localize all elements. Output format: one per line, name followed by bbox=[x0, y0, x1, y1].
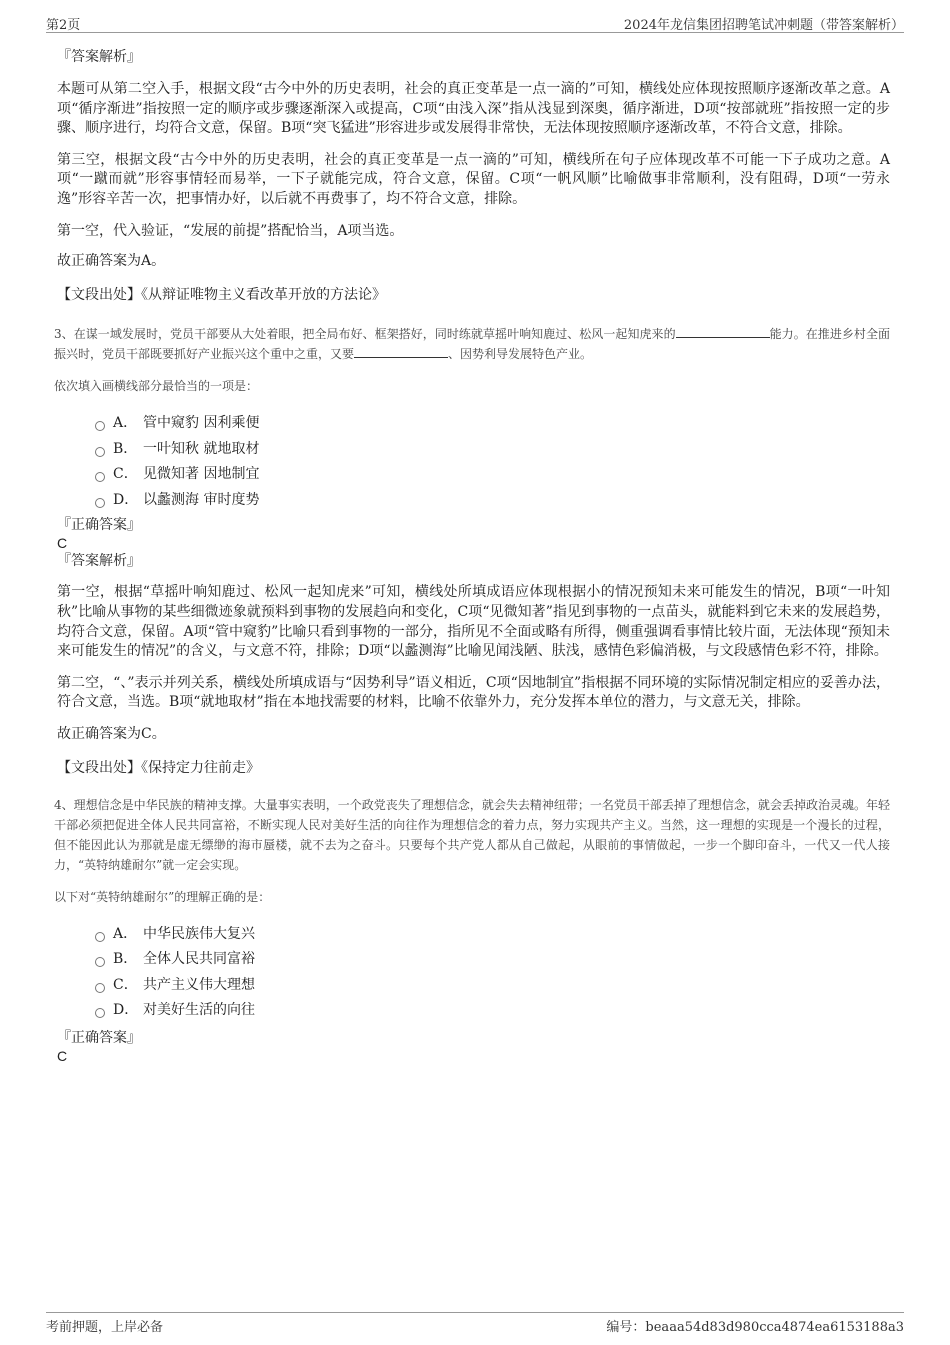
fill-blank bbox=[354, 345, 448, 358]
radio-icon[interactable] bbox=[95, 932, 105, 942]
question-prompt: 以下对“英特纳雄耐尔”的理解正确的是： bbox=[54, 890, 271, 905]
question-3-stem: 3、在谋一域发展时，党员干部要从大处着眼，把全局布好、框架搭好，同时练就草摇叶响知鹿过、松风一起知虎来的 能力。在推进乡村全面振兴时，党员干部既要抓好产业振兴这个重中之重，又要 、因势利导发展特色产业。 bbox=[54, 327, 890, 362]
analysis-paragraph: 第二空，“、”表示并列关系，横线处所填成语与“因势利导”语义相近，C项“因地制宜”指根据不同环境的实际情况制定相应的妥善办法，符合文意，当选。B项“就地取材”指在本地找需要的材料，比喻不依靠外力，充分发挥本单位的潜力，与文意无关，排除。 bbox=[57, 674, 890, 711]
document-title: 2024年龙信集团招聘笔试冲刺题（带答案解析） bbox=[623, 18, 904, 33]
source-citation: 【文段出处】《从辩证唯物主义看改革开放的方法论》 bbox=[57, 286, 386, 303]
page-header bbox=[46, 12, 904, 33]
radio-icon[interactable] bbox=[95, 447, 105, 457]
radio-icon[interactable] bbox=[95, 983, 105, 993]
analysis-paragraph: 第一空，代入验证，“发展的前提”搭配恰当，A项当选。 bbox=[57, 222, 404, 239]
document-id: 编号：beaaa54d83d980cca4874ea6153188a3 bbox=[606, 1320, 904, 1335]
option-a[interactable]: A． 中华民族伟大复兴 bbox=[95, 921, 890, 947]
analysis-label: 『答案解析』 bbox=[57, 553, 141, 570]
option-list bbox=[95, 410, 890, 512]
radio-icon[interactable] bbox=[95, 472, 105, 482]
analysis-paragraph: 本题可从第二空入手，根据文段“古今中外的历史表明，社会的真正变革是一点一滴的”可知，横线处应体现按照顺序逐渐改革之意。A项“循序渐进”指按照一定的顺序或步骤逐渐深入或提高，C项“由浅入深”指从浅显到深奥，循序渐进，D项“按部就班”指按照一定的步骤、顺序进行，均符合文意，保留。B项“突飞猛进”形容进步或发展得非常快，无法体现按照顺序逐渐改革，不符合文意，排除。 bbox=[57, 81, 890, 137]
option-b[interactable]: B． 一叶知秋 就地取材 bbox=[95, 436, 890, 462]
correct-answer: C bbox=[57, 535, 68, 552]
page-footer bbox=[46, 1312, 904, 1335]
option-list bbox=[95, 921, 890, 1023]
fill-blank bbox=[676, 325, 770, 338]
correct-answer: C bbox=[57, 1048, 68, 1065]
radio-icon[interactable] bbox=[95, 1008, 105, 1018]
radio-icon[interactable] bbox=[95, 957, 105, 967]
radio-icon[interactable] bbox=[95, 421, 105, 431]
source-citation: 【文段出处】《保持定力往前走》 bbox=[57, 759, 260, 776]
page-content bbox=[54, 46, 890, 1065]
option-d[interactable]: D． 对美好生活的向往 bbox=[95, 998, 890, 1024]
correct-answer-label: 『正确答案』 bbox=[57, 517, 141, 534]
option-c[interactable]: C． 共产主义伟大理想 bbox=[95, 972, 890, 998]
footer-slogan: 考前押题，上岸必备 bbox=[46, 1320, 164, 1335]
question-prompt: 依次填入画横线部分最恰当的一项是： bbox=[54, 379, 259, 394]
option-a[interactable]: A． 管中窥豹 因利乘便 bbox=[95, 410, 890, 436]
option-d[interactable]: D． 以蠡测海 审时度势 bbox=[95, 487, 890, 513]
answer-statement: 故正确答案为A。 bbox=[57, 253, 166, 270]
analysis-paragraph: 第三空，根据文段“古今中外的历史表明，社会的真正变革是一点一滴的”可知，横线所在句子应体现改革不可能一下子成功之意。A项“一蹴而就”形容事情轻而易举，一下子就能完成，符合文意，保留。C项“一帆风顺”比喻做事非常顺利，没有阻碍，D项“一劳永逸”形容辛苦一次，把事情办好，以后就不再费事了，均不符合文意，排除。 bbox=[57, 151, 890, 207]
question-4-stem: 4、理想信念是中华民族的精神支撑。大量事实表明，一个政党丧失了理想信念，就会失去精神纽带；一名党员干部丢掉了理想信念，就会丢掉政治灵魂。年轻干部必须把促进全体人民共同富裕，不断实现人民对美好生活的向往作为理想信念的着力点，努力实现共产主义。当然，这一理想的实现是一个漫长的过程，但不能因此认为那就是虚无缥缈的海市蜃楼，就不去为之奋斗。只要每个共产党人都从自己做起，从眼前的事情做起，一步一个脚印奋斗，一代又一代人接力，“英特纳雄耐尔”就一定会实现。 bbox=[54, 798, 890, 873]
radio-icon[interactable] bbox=[95, 498, 105, 508]
option-b[interactable]: B． 全体人民共同富裕 bbox=[95, 947, 890, 973]
analysis-paragraph: 第一空，根据“草摇叶响知鹿过、松风一起知虎来”可知，横线处所填成语应体现根据小的情况预知未来可能发生的情况，B项“一叶知秋”比喻从事物的某些细微迹象就预料到事物的发展趋向和变化，C项“见微知著”指见到事物的一点苗头，就能料到它未来的发展趋势，均符合文意，保留。A项“管中窥豹”比喻只看到事物的一部分，指所见不全面或略有所得，侧重强调看事情比较片面，无法体现“预知未来可能发生的情况”的含义，与文意不符，排除；D项“以蠡测海”比喻见闻浅陋、肤浅，感情色彩偏消极，与文段感情色彩不符，排除。 bbox=[57, 584, 890, 660]
page-number: 第2页 bbox=[46, 18, 81, 33]
correct-answer-label: 『正确答案』 bbox=[57, 1030, 141, 1047]
option-c[interactable]: C． 见微知著 因地制宜 bbox=[95, 461, 890, 487]
answer-statement: 故正确答案为C。 bbox=[57, 725, 166, 742]
analysis-label: 『答案解析』 bbox=[57, 49, 141, 65]
